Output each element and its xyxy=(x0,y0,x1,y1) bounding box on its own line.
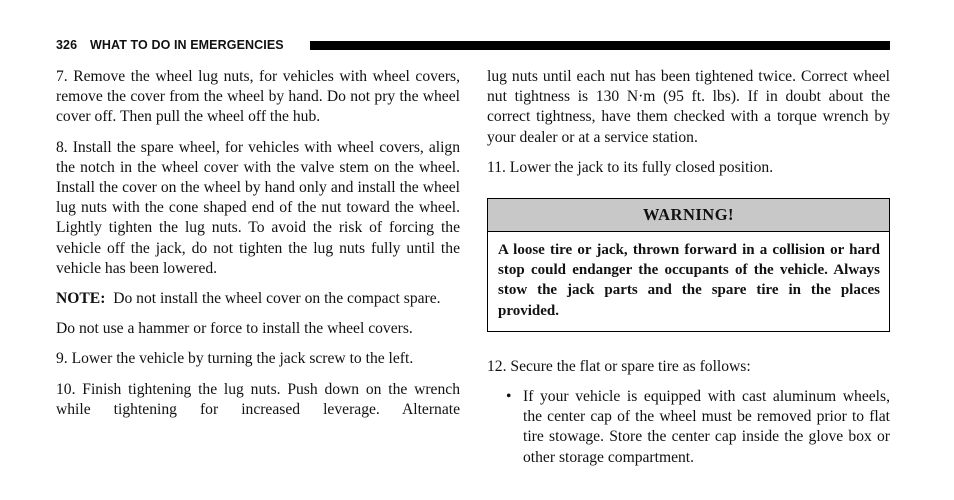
step-7: 7. Remove the wheel lug nuts, for vehicles with wheel covers, remove the cover from the wheel by hand. Do not pry the wheel cover off. Then pull the wheel off the hub. xyxy=(56,68,460,126)
bullet-text: If your vehicle is equipped with cast aluminum wheels, the center cap of the wheel must be removed prior to flat tire stowage. Store the center cap inside the glove box or other storage compartment. xyxy=(523,388,890,466)
page-header xyxy=(56,37,890,53)
step-10: 10. Finish tightening the lug nuts. Push down on the wrench while tightening for increased leverage. Alternate xyxy=(56,380,460,418)
step-10-continued: lug nuts until each nut has been tightened twice. Correct wheel nut tightness is 130 N·m (95 ft. lbs). If in doubt about the correct tightness, have them checked with a torque wrench by your dealer or at a service station. xyxy=(487,68,890,146)
step-9: 9. Lower the vehicle by turning the jack screw to the left. xyxy=(56,350,414,368)
header-rule xyxy=(310,41,890,50)
note xyxy=(56,289,460,309)
step-8: 8. Install the spare wheel, for vehicles with wheel covers, align the notch in the wheel cover with the valve stem on the wheel. Install the cover on the wheel by hand only and install the wheel lug nuts with the cone shaped end of the nut toward the wheel. Lightly tighten the lug nuts. To avoid the risk of forcing the vehicle off the jack, do not tighten the lug nuts fully until the vehicle has been lowered. xyxy=(56,138,460,277)
note-label: NOTE: xyxy=(56,290,106,308)
section-title: WHAT TO DO IN EMERGENCIES xyxy=(90,38,284,52)
warning-body: A loose tire or jack, thrown forward in a collision or hard stop could endanger the occupants of the vehicle. Always stow the jack parts and the spare tire in the places provided. xyxy=(498,242,880,319)
warning-title: WARNING! xyxy=(488,199,889,232)
bullet-item xyxy=(487,387,890,468)
right-column xyxy=(487,67,890,468)
page-number: 326 xyxy=(56,38,78,52)
warning-box xyxy=(487,198,890,332)
hammer-caution: Do not use a hammer or force to install the wheel covers. xyxy=(56,320,413,338)
note-text: Do not install the wheel cover on the compact spare. xyxy=(113,290,441,308)
bullet-icon: • xyxy=(506,388,512,406)
step-12: 12. Secure the flat or spare tire as follows: xyxy=(487,357,751,375)
left-column xyxy=(56,67,460,430)
step-11: 11. Lower the jack to its fully closed position. xyxy=(487,158,774,176)
